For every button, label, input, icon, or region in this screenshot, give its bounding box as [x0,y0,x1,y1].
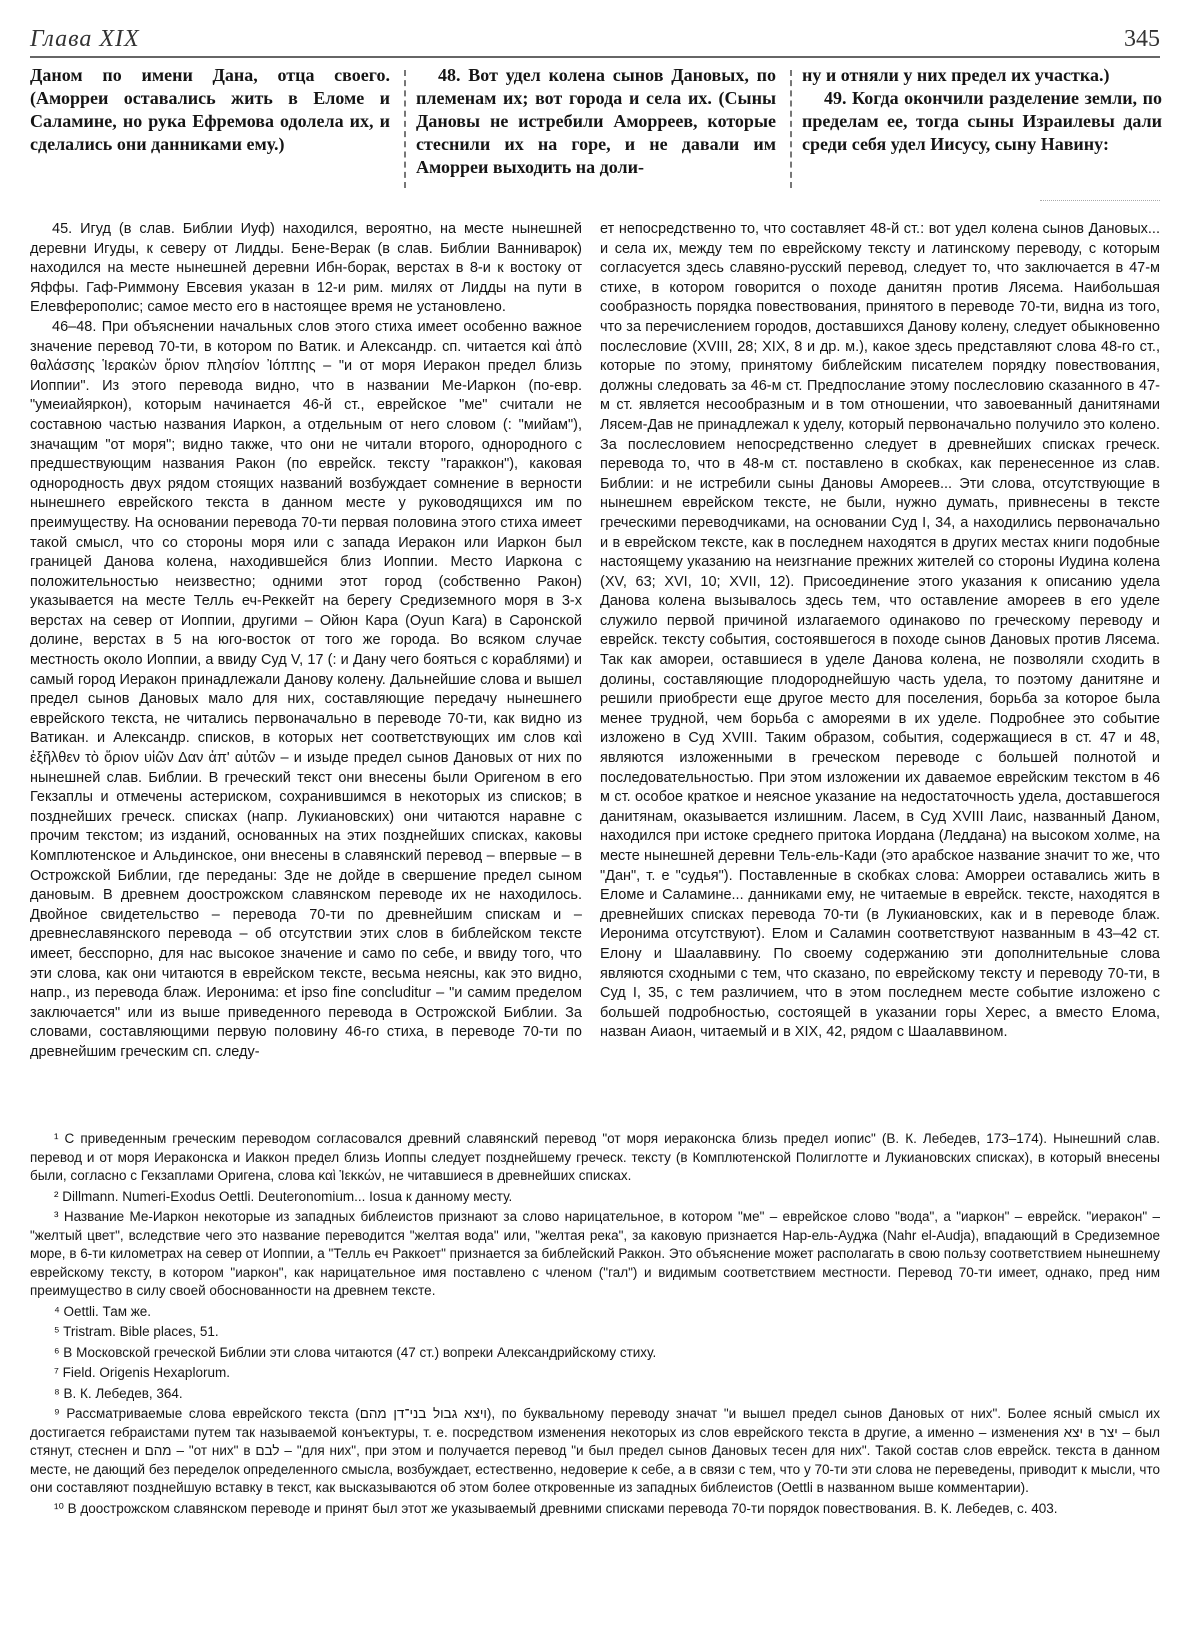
header-divider [30,56,1160,58]
footnote-2: ² Dillmann. Numeri-Exodus Oettli. Deuteronomium... Iosua к данному месту. [54,1188,513,1204]
footnote-6: ⁶ В Московской греческой Библии эти слова читаются (47 ст.) вопреки Александрийскому стиху. [54,1344,657,1360]
footnote-3: ³ Название Ме-Иаркон некоторые из западных библеистов признают за слово нарицательное, в котором "ме" – еврейское слово "вода", а "иаркон" – еврейск. "иеракон" – "желтый цвет", вследствие чего это название переводится "желтая вода" или, "желтая река", за каковую признается Нар-ель-Ауджа (Nahr el-Audja), впадающий в Средиземное море, в 6-ти километрах на север от Иоппии, а "Телль еч Раккоет" признается за библейский Раккон. Это объяснение может располагать в свою пользу соответствием нынешнему еврейскому тексту, в котором "иаркон", как нарицательное имя поставлено с членом ("гал") и видимым соответствием местности. Перевод 70-ти имеет, однако, пред ним преимущество в силу своей обоснованности на древнем тексте. [30,1209,1160,1298]
bible-verse-49: 49. Когда окончили разделение земли, по пределам ее, тогда сыны Израилевы дали среди себя удел Иисусу, сыну Навину: [802,88,1162,154]
running-header [30,22,1160,58]
section-separator [1040,200,1160,201]
footnote-10: ¹⁰ В доострожском славянском переводе и принят был этот же указываемый древними списками перевода 70-ти порядок повествования. В. К. Лебедев, с. 403. [54,1500,1058,1516]
footnote-9: ⁹ Рассматриваемые слова еврейского текста (ויצא גבול בני־דן מהם), по буквальному переводу значат "и вышел предел сынов Дановых от них". Более ясный смысл их достигается гебраистами путем так называемой конъектуры, т. е. посредством изменения некоторых из слов еврейского текста в другие, а именно – изменения יצא в יצר – был стянут, стеснен и מהם – "от них" в לבם – "для них", при этом и получается перевод "и был предел сынов Дановых тесен для них". Такой состав слов еврейск. текста в данном месте, не дающий без переделок определенного смысла, возбуждает, естественно, недоверие к себе, а в связи с тем, что у 70-ти эти слова не переведены, приводит к мысли, что они составляют позднейшую вставку в текст, как высказываются об этом более откровенные из западных библеистов (Oettli в названном выше комментарии). [30,1406,1160,1495]
footnote-1: ¹ С приведенным греческим переводом согласовался древний славянский перевод "от моря иераконска близь предел иопис" (В. К. Лебедев, 173–174). Нынешний слав. перевод и от моря Иераконска и Иаккон предел близь Иоппы следует позднейшему греческ. тексту (в Комплютенской Полиглотте и Лукиановских списках), в который внесены были, согласно с Гекзаплами Оригена, слова καὶ Ἱεκκών, не читавшиеся в древнейших списках. [30,1131,1160,1183]
bible-paragraph: Даном по имени Дана, отца своего. (Аморреи оставались жить в Еломе и Саламине, но рука Ефремова одолела их, и сделались они данниками ему.) [30,65,390,154]
bible-text-column-2 [416,64,776,204]
footnote-4: ⁴ Oettli. Там же. [54,1303,152,1319]
footnote-5: ⁵ Tristram. Bible places, 51. [54,1324,219,1339]
bible-text-column-1 [30,64,390,204]
bible-verse-48: 48. Вот удел колена сынов Дановых, по племенам их; вот города и села их. (Сыны Дановы не истребили Аморреев, которые стеснили их на горе, и не давали им Аморреи выходить на доли- [416,65,776,177]
commentary-continuation: ет непосредственно то, что составляет 48-й ст.: вот удел колена сынов Дановых... и села их, между тем по еврейскому тексту и латинскому переводу, с которым согласуется здесь славяно-русский перевод, следует то, что заключается в 47-м стихе, в котором говорится о походе данитян против Лясема. Наибольшая сообразность порядка повествования, принятого в переводе 70-ти, видна из того, что за перечислением городов, доставшихся Данову колену, следует обыкновенно послесловие (XVIII, 28; XIX, 8 и др. м.), какое здесь представляют слова 48-го ст., которые по этому, принятому библейским писателем порядку повествования, должны следовать за 46-м ст. Предпослание этому послесловию сказанного в 47-м ст. является несообразным и в том отношении, что завоеванный данитянами Лясем-Дав не принадлежал к уделу, который первоначально получило это колено. За послесловием непосредственно следует в древнейших списках греческ. перевода то, что в 48-м ст. поставлено в скобках, как перенесенное из слав. Библии: и не истребили сыны Дановы Амореев... Эти слова, отсутствующие в нынешнем еврейском тексте, не были, нужно думать, привнесены в тексте греческими переводчиками, на основании Суд I, 34, а находились первоначально и в еврейском тексте, как в последнем находятся в других местах книги подобные настоящему указанию на неизгнание прежних жителей со стороны Иудина колена (XV, 63; XVI, 10; XVII, 12). Присоединение этого указания к описанию удела Данова колена вызывалось здесь тем, что оставление амореев в его уделе служило первой причиной излагаемого одинаково по греческому переводу и еврейск. тексту события, состоявшегося в походе сынов Дановых против Лясема. Так как амореи, оставшиеся в уделе Данова колена, не позволяли сходить в долины, составляющие плодороднейшую часть удела, то поэтому данитяне и решили приобрести еще другое место для поселения, борьба за которое была менее трудной, чем борьба с амореями в их уделе. Подробнее это событие изложено в Суд XVIII. Таким образом, события, содержащиеся в ст. 47 и 48, являются изложенными в греческом переводе с большей полнотой и последовательностью. При этом изложении их даваемое еврейским текстом в 46 м ст. особое краткое и неясное указание на недостаточность удела, доставшегося данитянам, оказывается излишним. Ласем, в Суд XVIII Лаис, названный Даном, находился при истоке среднего притока Иордана (Леддана) на высоком холме, на месте нынешней деревни Тель-ель-Кади (это арабское название значит то же, что "Дан", т. е "судья"). Поставленные в скобках слова: Аморреи оставались жить в Еломе и Саламине... данниками ему, не читаемые в еврейск. тексте, находятся в древнейших списках перевода 70-ти (в Лукиановских, как и в переводе блаж. Иеронима отсутствуют). Елом и Саламин соответствуют названным в 43–42 ст. Елону и Шаалаввину. По своему содержанию эти дополнительные слова являются сходными с тем, что сказано, по еврейскому тексту и переводу 70-ти, в Суд I, 35, с тем различием, что в этом последнем месте событие изложено с большей подробностью, состоящей в указании горы Херес, а вместо Елома, назван Аиаон, читаемый и в XIX, 42, рядом с Шаалаввином. [600,221,1160,1041]
footnote-8: ⁸ В. К. Лебедев, 364. [54,1385,183,1401]
commentary-column-right [600,220,1160,1043]
column-divider [790,70,792,188]
footnote-7: ⁷ Field. Origenis Hexaplorum. [54,1365,230,1380]
commentary-paragraph-45: 45. Игуд (в слав. Библии Иуф) находился, вероятно, на месте нынешней деревни Игуды, к северу от Лидды. Бене-Верак (в слав. Библии Ванниварок) находился на месте нынешней деревни Ибн-борак, верстах в 8-и к востоку от Яффы. Гаф-Риммону Евсевия указан в 12-и рим. милях от Лидды на пути в Елевферополис; самое место его в настоящее время не установлено. [30,221,582,316]
commentary-column-left [30,220,582,1063]
bible-verse-48-end: ну и отняли у них предел их участка.) [802,65,1110,85]
chapter-title: Глава XIX [30,26,140,52]
page-number: 345 [1124,26,1160,52]
footnotes [30,1130,1160,1520]
bible-text-column-3 [802,64,1162,204]
commentary-paragraph-46-48: 46–48. При объяснении начальных слов этого стиха имеет особенно важное значение перевод 70-ти, в котором по Ватик. и Александр. сп. читается καὶ ἀπὸ θαλάσσης Ἱερακὼν ὅριον πλησίον Ἰόππης – "и от моря Иеракон предел близь Иоппии". Из этого перевода видно, что в названии Ме-Иаркон (по-евр. "умеиайяркон), которым начинается 46-й ст., еврейское "ме" считали не составною частью названия Иаркон, а отдельным от него словом (: "мийам"), значащим "от моря"; видно также, что они не читали второго, однородного с предшествующим названия Ракон (по еврейск. тексту "гараккон"), каковая однородность двух рядом стоящих названий возбуждает сомнение в верности нынешнего еврейского текста в данном месте у руководящихся им по преимуществу. На основании перевода 70-ти первая половина этого стиха имеет такой смысл, что со стороны моря или с запада Иеракон или Иаркон был границей Данова колена, находившейся близ Иоппии. Место Иаркона с положительностью неизвестно; одними этот город (собственно Ракон) указывается на месте Телль еч-Реккейт на берегу Средиземного моря в 3-х верстах на север от Иоппии, другими – Ойюн Кара (Oyun Kara) в Саронской долине, верстах в 5 на юго-восток от того же города. Во всяком случае местность около Иоппии, а ввиду Суд V, 17 (: и Дану чего бояться с кораблями) и самый город Иеракон принадлежали Данову колену. Дальнейшие слова и вышел предел сынов Дановых мало для них, составляющие передачу нынешнего еврейского текста, не читались первоначально в переводе 70-ти, как видно из Ватикан. и Александр. списков, в которых нет соответствующих им слов καὶ ἐξῆλθεν τὸ ὅριον υἱῶν Δαν ἀπ' αὐτῶν – и изыде предел сынов Дановых от них по нынешней слав. Библии. В греческий текст они внесены были Оригеном в его Гекзаплы и отмечены астериском, сохранившимся в некоторых из списков; в позднейших греческ. списках (напр. Лукиановских) они читаются наравне с прочим текстом; из изданий, основанных на этих позднейших списках, каковы Комплютенское и Альдинское, они внесены в славянский перевод – впервые – в Острожской Библии, где переданы: Зде не дойде в свершение предел сыном дановым. В древнем доострожском славянском переводе их не находилось. Двойное свидетельство – перевода 70-ти по древнейшим спискам и – древнеславянского перевода – об отсутствии этих слов в библейском тексте имеет, бесспорно, для нас высокое значение и само по себе, и ввиду того, что эти слова, как они читаются в еврейском тексте, весьма неясны, как это видно, напр., из перевода блаж. Иеронима: et ipso fine concluditur – "и самим пределом заключается" или из выше приведенного перевода в Острожской Библии. За словами, составляющими первую половину 46-го стиха, в переводе 70-ти по древнейшим греческим сп. следу- [30,318,582,1060]
column-divider [404,70,406,188]
